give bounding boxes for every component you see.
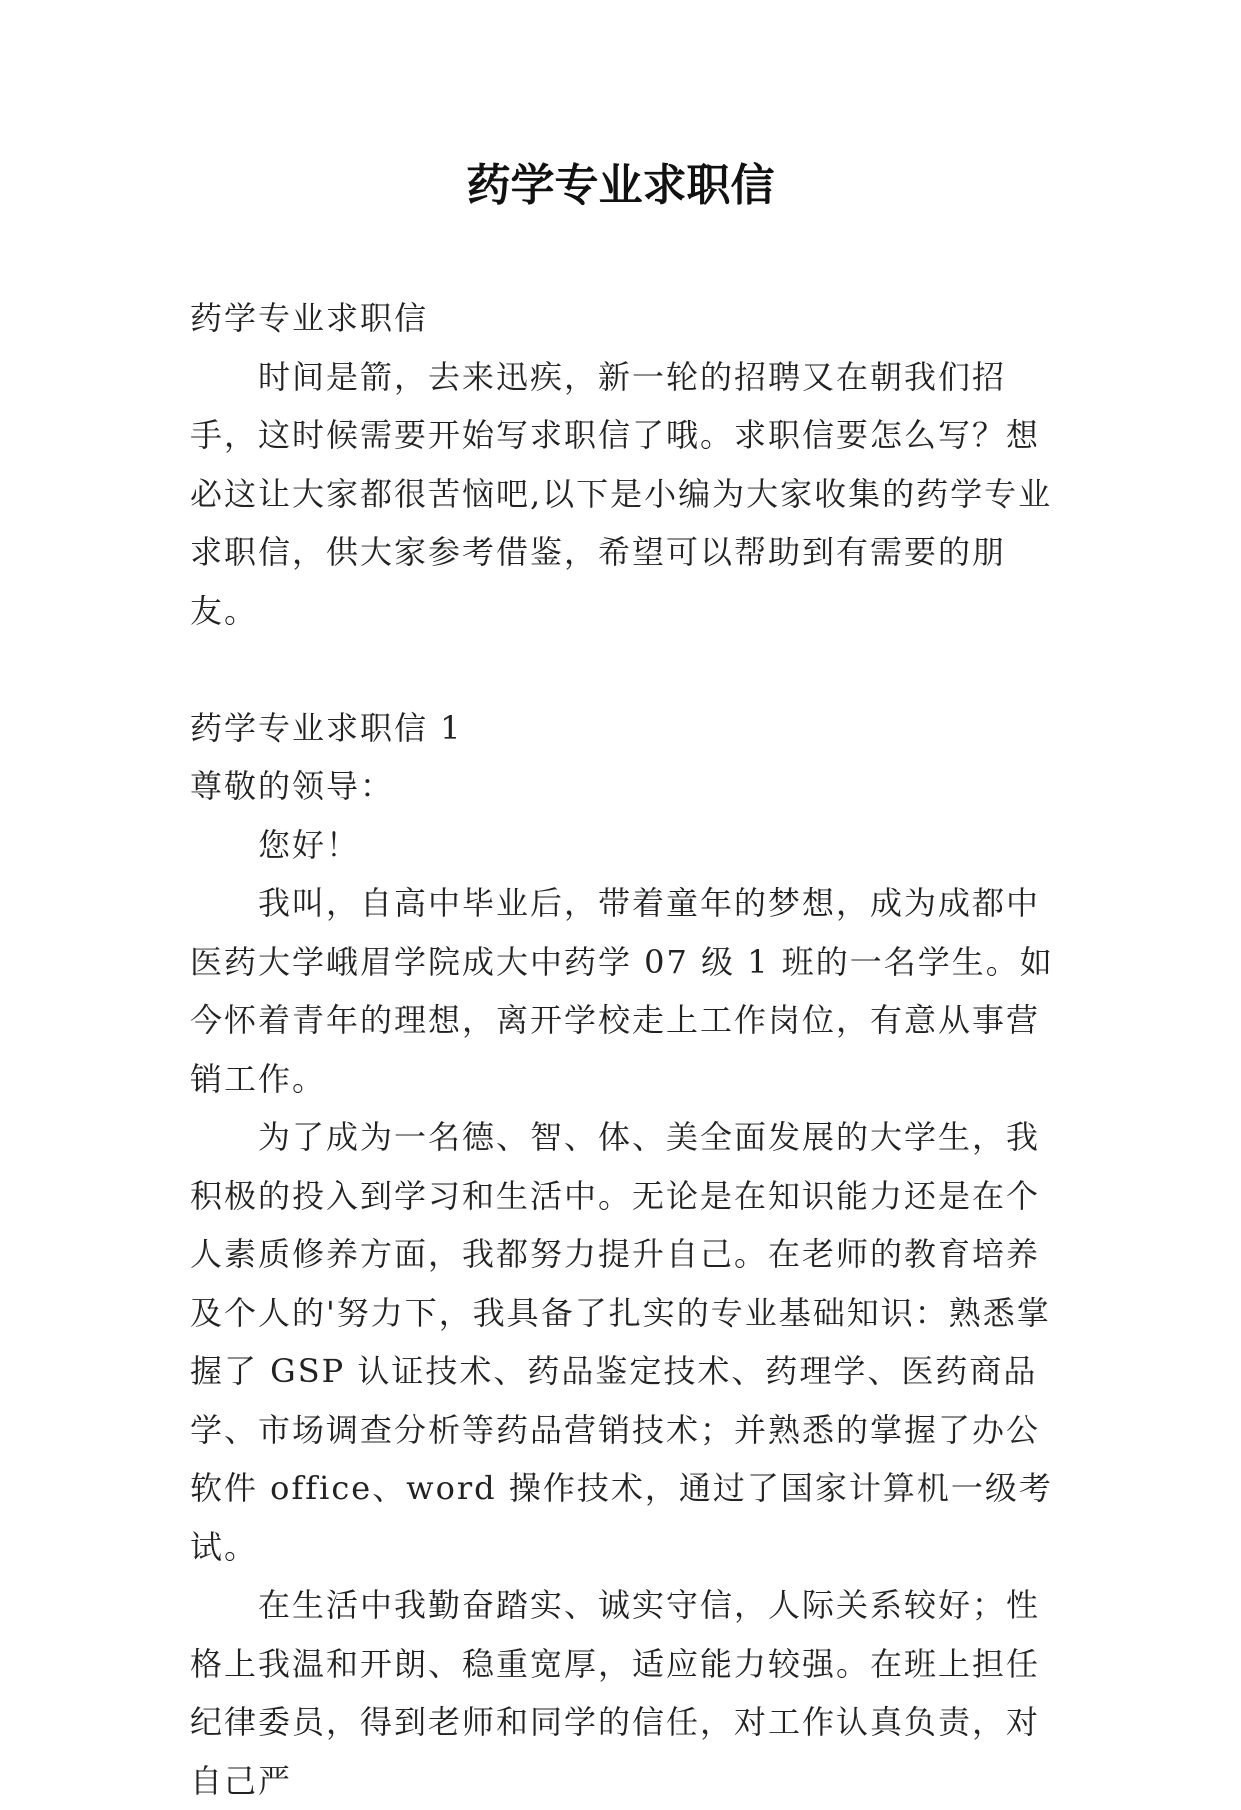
intro-paragraph: 时间是箭，去来迅疾，新一轮的招聘又在朝我们招手，这时候需要开始写求职信了哦。求职信要怎么写？想必这让大家都很苦恼吧,以下是小编为大家收集的药学专业求职信，供大家参考借鉴，希望可以帮助到有需要的朋友。 (190, 357, 1053, 630)
letter-heading: 药学专业求职信 1 (190, 708, 463, 747)
body-paragraph: 在生活中我勤奋踏实、诚实守信，人际关系较好；性格上我温和开朗、稳重宽厚，适应能力较强。在班上担任纪律委员，得到老师和同学的信任，对工作认真负责，对自己严 (190, 1586, 1041, 1800)
body-paragraph: 我叫，自高中毕业后，带着童年的梦想，成为成都中医药大学峨眉学院成大中药学 07 级 1 班的一名学生。如今怀着青年的理想，离开学校走上工作岗位，有意从事营销工作。 (190, 884, 1054, 1098)
document-body (190, 289, 1056, 1810)
section-heading: 药学专业求职信 (190, 299, 429, 337)
document-title: 药学专业求职信 (466, 160, 775, 211)
greeting: 您好！ (258, 825, 361, 864)
paragraph-spacer (190, 640, 1056, 699)
body-paragraph: 为了成为一名德、智、体、美全面发展的大学生，我积极的投入到学习和生活中。无论是在知识能力还是在个人素质修养方面，我都努力提升自己。在老师的教育培养及个人的'努力下，我具备了扎实的专业基础知识：熟悉掌握了 GSP 认证技术、药品鉴定技术、药理学、医药商品学、市场调查分析等药品营销技术；并熟悉的掌握了办公软件 office、word 操作技术，通过了国家计算机一级考试。 (190, 1118, 1053, 1566)
salutation: 尊敬的领导： (190, 767, 395, 805)
